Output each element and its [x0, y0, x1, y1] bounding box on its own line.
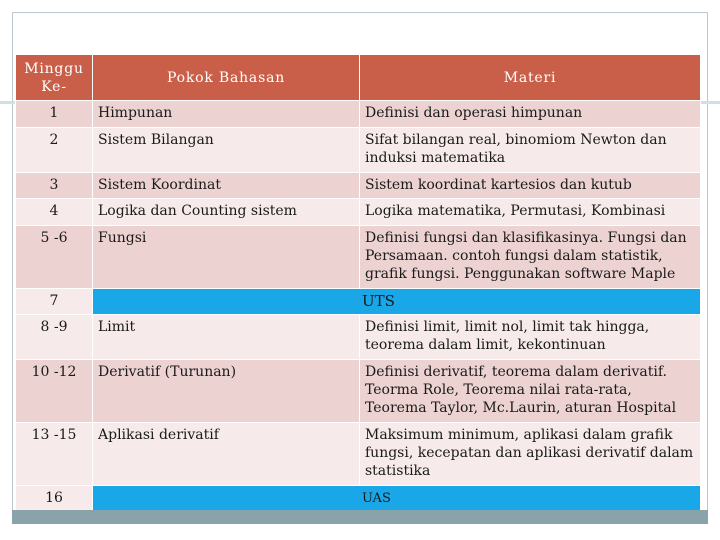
table-row — [16, 360, 701, 423]
topic-cell: Derivatif (Turunan) — [93, 360, 360, 423]
week-cell: 4 — [16, 199, 93, 226]
topic-cell: Sistem Koordinat — [93, 173, 360, 199]
topic-cell: Himpunan — [93, 101, 360, 128]
week-cell: 10 -12 — [16, 360, 93, 423]
table-row — [16, 423, 701, 486]
table-header-row — [16, 55, 701, 101]
exam-text-uts: UTS — [362, 292, 395, 310]
week-cell: 7 — [16, 289, 93, 315]
course-schedule-table — [15, 54, 701, 512]
header-week: Minggu Ke- — [16, 55, 93, 101]
material-cell: Maksimum minimum, aplikasi dalam grafik fungsi, kecepatan dan aplikasi derivatif dalam statistika — [360, 423, 701, 486]
exam-label-uas — [93, 486, 701, 512]
table-row — [16, 173, 701, 199]
slide-footer-bar — [12, 510, 708, 524]
week-cell: 3 — [16, 173, 93, 199]
slide-frame-right — [707, 12, 708, 524]
exam-row-uas — [16, 486, 701, 512]
material-cell: Sifat bilangan real, binomiom Newton dan induksi matematika — [360, 128, 701, 173]
slide-frame-top — [12, 12, 708, 13]
week-cell: 2 — [16, 128, 93, 173]
table-row — [16, 226, 701, 289]
table-row — [16, 101, 701, 128]
table-row — [16, 199, 701, 226]
material-cell: Definisi fungsi dan klasifikasinya. Fungsi dan Persamaan. contoh fungsi dalam statistik, grafik fungsi. Penggunakan software Maple — [360, 226, 701, 289]
week-cell: 5 -6 — [16, 226, 93, 289]
week-cell: 8 -9 — [16, 315, 93, 360]
header-topic: Pokok Bahasan — [93, 55, 360, 101]
topic-cell: Aplikasi derivatif — [93, 423, 360, 486]
slide-frame-left — [12, 12, 13, 524]
topic-cell: Fungsi — [93, 226, 360, 289]
material-cell: Definisi dan operasi himpunan — [360, 101, 701, 128]
week-cell: 1 — [16, 101, 93, 128]
header-material: Materi — [360, 55, 701, 101]
table-row — [16, 315, 701, 360]
topic-cell: Sistem Bilangan — [93, 128, 360, 173]
topic-cell: Logika dan Counting sistem — [93, 199, 360, 226]
table-row — [16, 128, 701, 173]
week-cell: 13 -15 — [16, 423, 93, 486]
exam-label-uts — [93, 289, 701, 315]
exam-text-uas: UAS — [362, 491, 391, 506]
topic-cell: Limit — [93, 315, 360, 360]
material-cell: Logika matematika, Permutasi, Kombinasi — [360, 199, 701, 226]
exam-row-uts — [16, 289, 701, 315]
material-cell: Definisi limit, limit nol, limit tak hingga, teorema dalam limit, kekontinuan — [360, 315, 701, 360]
week-cell: 16 — [16, 486, 93, 512]
material-cell: Definisi derivatif, teorema dalam derivatif. Teorma Role, Teorema nilai rata-rata, Teorema Taylor, Mc.Laurin, aturan Hospital — [360, 360, 701, 423]
material-cell: Sistem koordinat kartesios dan kutub — [360, 173, 701, 199]
